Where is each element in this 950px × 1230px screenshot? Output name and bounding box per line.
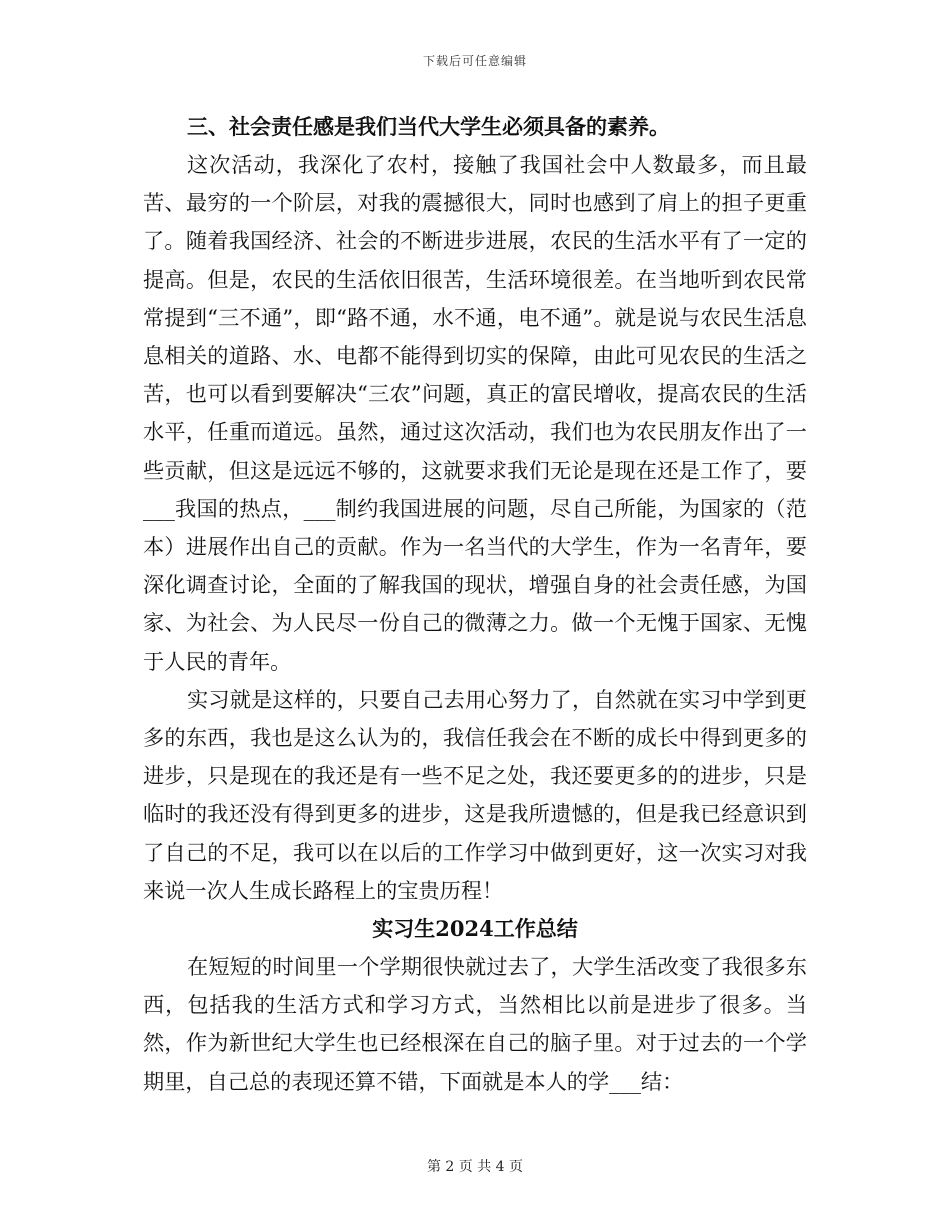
page-number-footer: 第 2 页 共 4 页 [426, 1159, 524, 1175]
body-paragraph-1: 这次活动，我深化了农村，接触了我国社会中人数最多，而且最苦、最穷的一个阶层，对我的震撼很大，同时也感到了肩上的担子更重了。随着我国经济、社会的不断进步进展，农民的生活水平有了一定的提高。但是，农民的生活依旧很苦，生活环境很差。在当地听到农民常常提到“三不通”，即“路不通，水不通，电不通”。就是说与农民生活息息相关的道路、水、电都不能得到切实的保障，由此可见农民的生活之苦，也可以看到要解决“三农”问题，真正的富民增收，提高农民的生活水平，任重而道远。虽然，通过这次活动，我们也为农民朋友作出了一些贡献，但这是远远不够的，这就要求我们无论是现在还是工作了，要___我国的热点，___制约我国进展的问题，尽自己所能，为国家的（范本）进展作出自己的贡献。作为一名当代的大学生，作为一名青年，要深化调查讨论，全面的了解我国的现状，增强自身的社会责任感，为国家、为社会、为人民尽一份自己的微薄之力。做一个无愧于国家、无愧于人民的青年。 [143, 152, 807, 674]
document-body [143, 108, 807, 1101]
header-note: 下载后可任意编辑 [422, 54, 527, 68]
body-paragraph-2: 实习就是这样的，只要自己去用心努力了，自然就在实习中学到更多的东西，我也是这么认为的，我信任我会在不断的成长中得到更多的进步，只是现在的我还是有一些不足之处，我还要更多的的进步，只是临时的我还没有得到更多的进步，这是我所遗憾的，但是我已经意识到了自己的不足，我可以在以后的工作学习中做到更好，这一次实习对我来说一次人生成长路程上的宝贵历程！ [143, 686, 807, 903]
document-title: 实习生2024工作总结 [372, 916, 578, 942]
body-paragraph-3: 在短短的时间里一个学期很快就过去了，大学生活改变了我很多东西，包括我的生活方式和学习方式，当然相比以前是进步了很多。当然，作为新世纪大学生也已经根深在自己的脑子里。对于过去的一个学期里，自己总的表现还算不错，下面就是本人的学___结： [143, 954, 807, 1094]
section-heading: 三、社会责任感是我们当代大学生必须具备的素养。 [187, 114, 670, 139]
